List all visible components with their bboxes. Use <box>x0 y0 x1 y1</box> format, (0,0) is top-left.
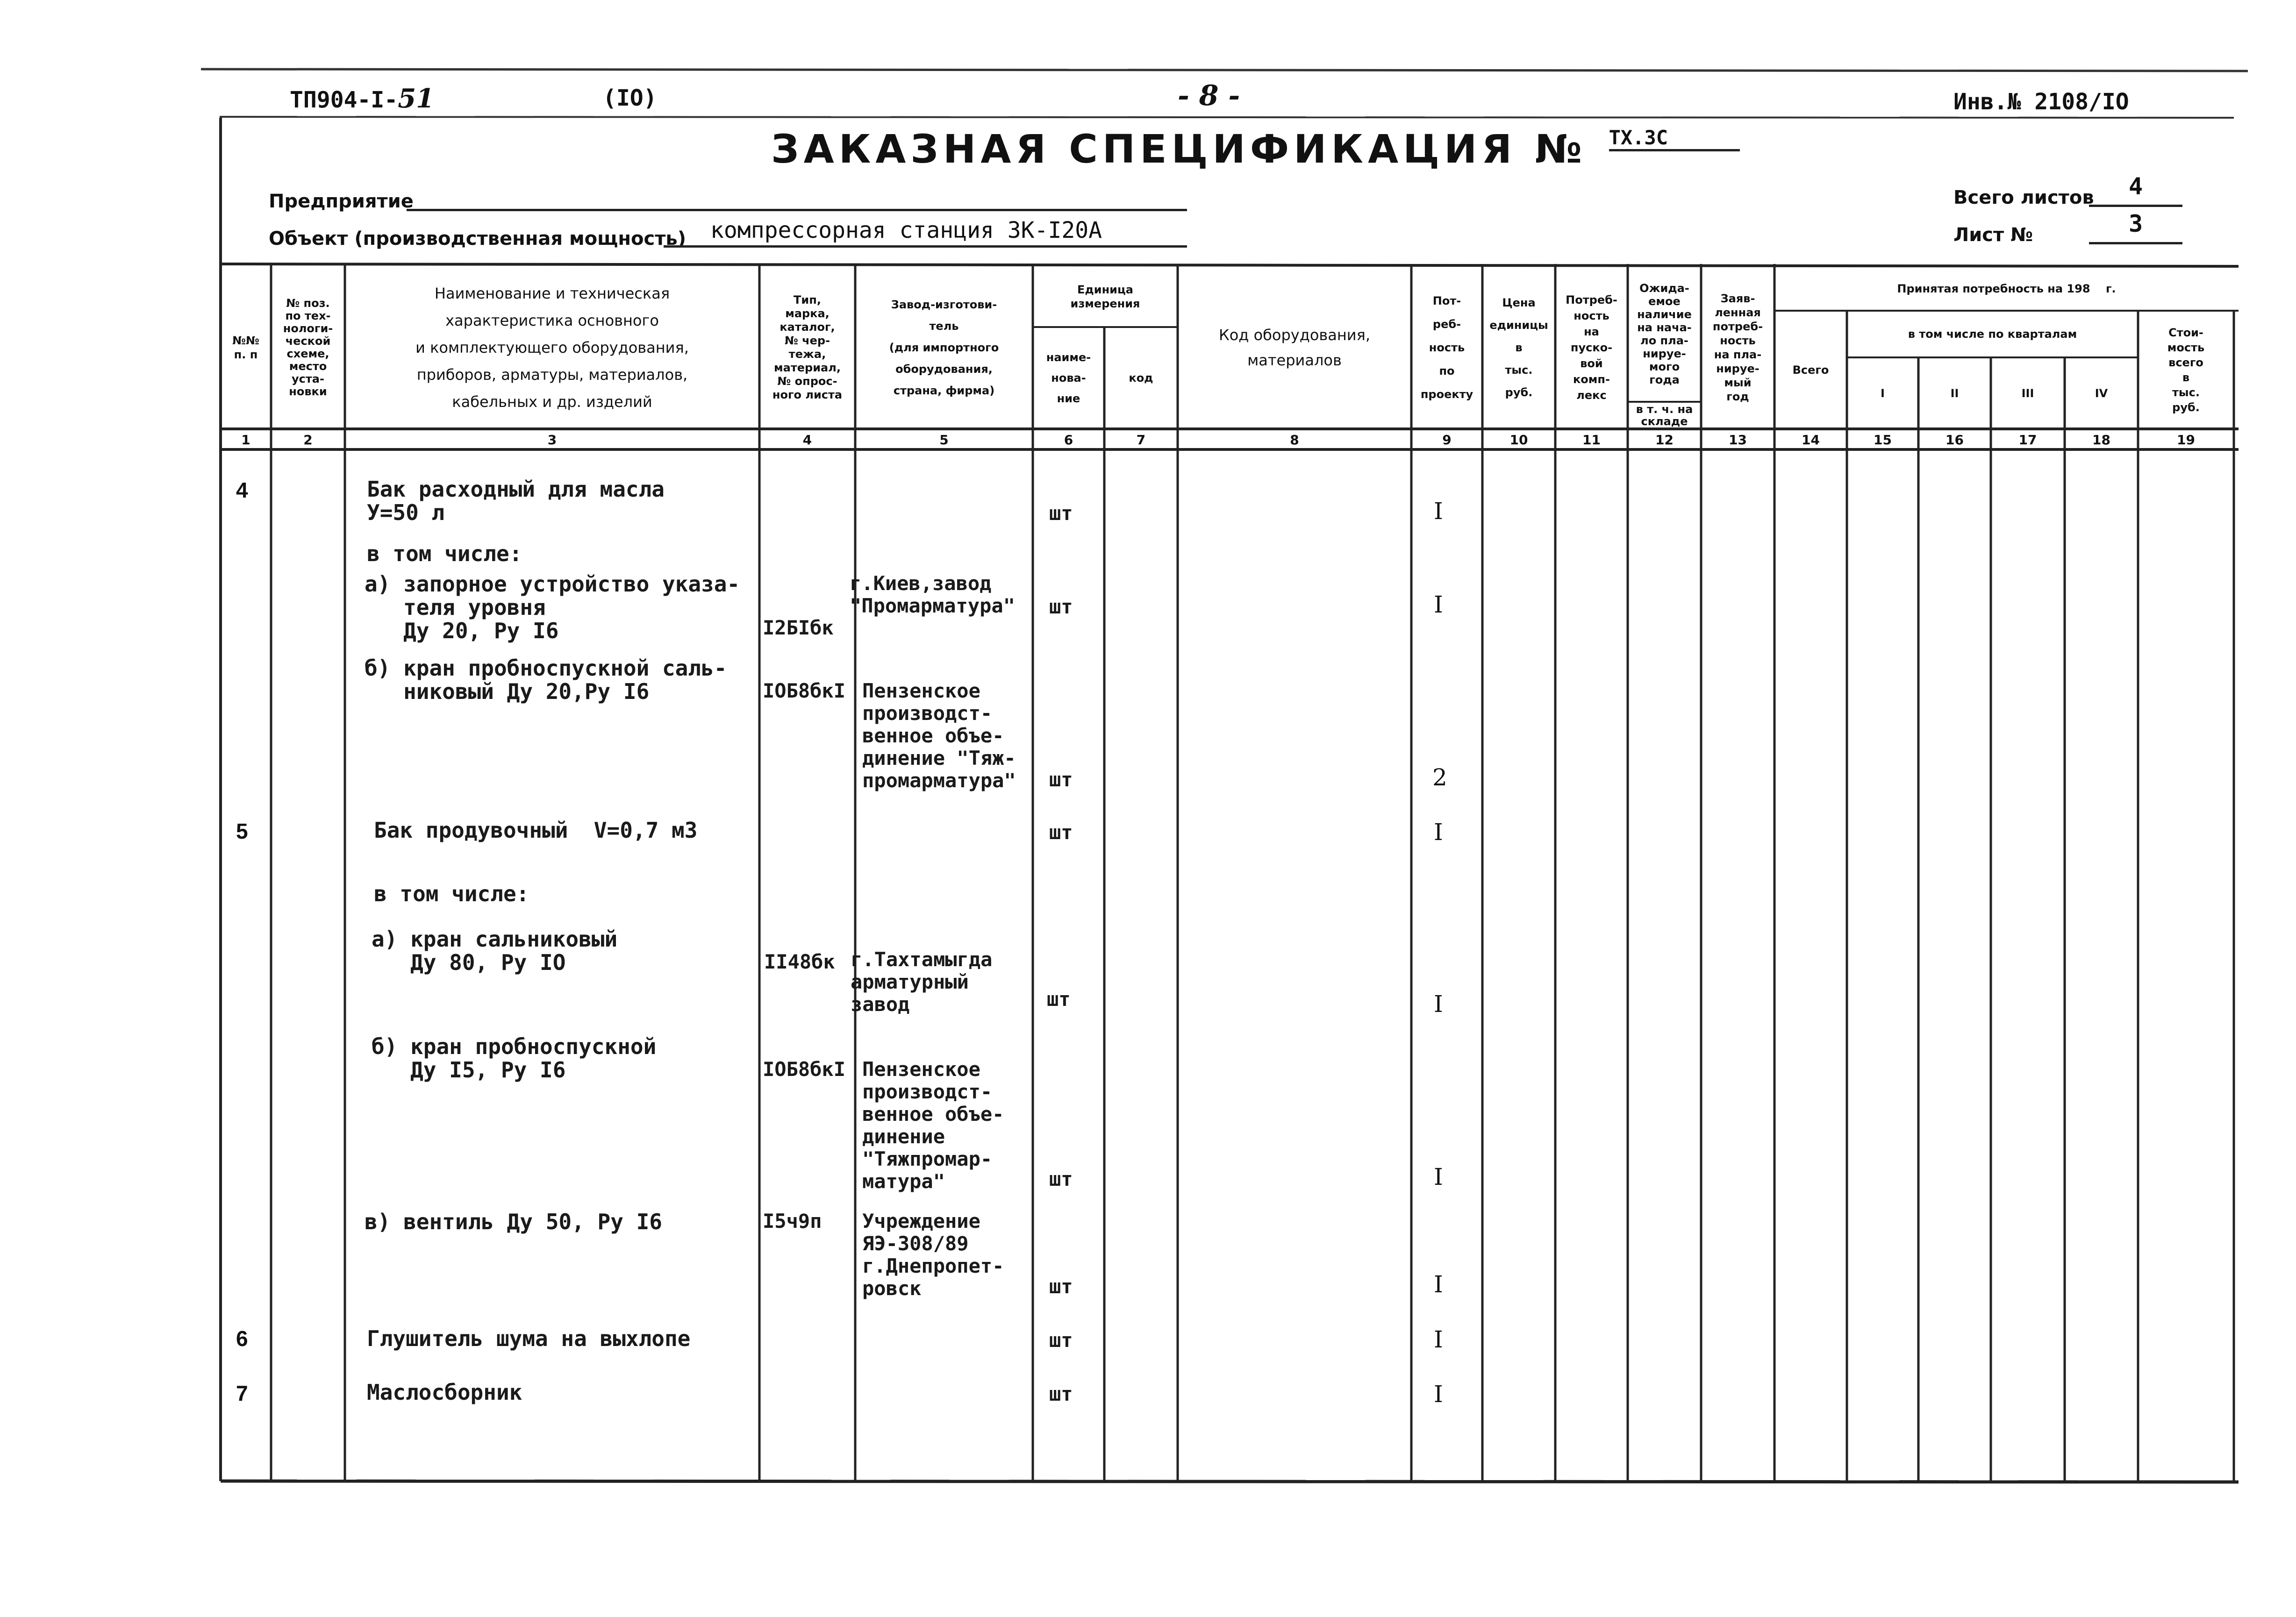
total-sheets-label: Всего листов <box>1953 187 2094 208</box>
col-header-18: IV <box>2095 386 2108 400</box>
row-6-qty: I <box>1434 1326 1443 1353</box>
row-4b-unit: шт <box>1049 768 1073 791</box>
col-number-1: 1 <box>241 432 250 448</box>
col-header-6: наиме- нова- ние <box>1046 351 1091 405</box>
col-number-18: 18 <box>2092 432 2110 448</box>
col-number-11: 11 <box>1582 432 1601 448</box>
row-5b-qty: I <box>1434 1163 1443 1190</box>
col-header-12-sub: в т. ч. на складе <box>1636 403 1693 428</box>
col-number-15: 15 <box>1874 432 1892 448</box>
col-number-4: 4 <box>802 432 812 448</box>
title-text: ЗАКАЗНАЯ СПЕЦИФИКАЦИЯ № <box>771 126 1587 172</box>
col-header-3: Наименование и техническая характеристика основного и комплектующего оборудования, приборов, арматуры, материалов, кабельных и др. изделий <box>415 285 689 411</box>
sheet-label: Лист № <box>1953 224 2033 246</box>
row-5b-maker: Пензенское производст- венное объе- динение "Тяжпромар- матура" <box>862 1058 1004 1193</box>
inventory-number: Инв.№ 2108/IO <box>1953 89 2129 115</box>
row-4-qty: I <box>1434 498 1443 525</box>
col-header-12: Ожида- емое наличие на нача- ло пла- нируе- мого года <box>1637 282 1692 386</box>
row-5a-unit: шт <box>1047 988 1071 1011</box>
row-4a-maker: г.Киев,завод "Промарматура" <box>850 572 1016 617</box>
row-6-name: Глушитель шума на выхлопе <box>367 1326 691 1351</box>
col-header-1: №№ п. п <box>232 334 259 361</box>
col-header-6-group: Единица измерения <box>1070 283 1140 310</box>
row-5c-qty: I <box>1434 1271 1443 1298</box>
page-number: - 8 - <box>1178 79 1240 112</box>
row-4a-type: I2БIбк <box>763 616 834 639</box>
enterprise-field <box>407 208 1187 211</box>
row-5-name: Бак продувочный V=0,7 м3 <box>374 818 698 843</box>
row-4a-unit: шт <box>1049 595 1073 618</box>
col-number-19: 19 <box>2177 432 2195 448</box>
col-number-8: 8 <box>1290 432 1299 448</box>
row-4a-name: а) запорное устройство указа- теля уровня Ду 20, Ру I6 <box>365 571 740 643</box>
object-value: компрессорная станция 3К-I20А <box>710 217 1102 243</box>
enterprise-label: Предприятие <box>269 191 414 212</box>
col-number-10: 10 <box>1509 432 1528 448</box>
row-4b-maker: Пензенское производст- венное объе- динение "Тяж- промарматура" <box>862 679 1016 792</box>
row-4b-type: IOБ8бкI <box>763 679 846 702</box>
row-6-unit: шт <box>1049 1329 1073 1352</box>
col-number-9: 9 <box>1442 432 1452 448</box>
col-header-5: Завод-изготови- тель (для импортного оборудования, страна, фирма) <box>889 298 999 397</box>
row-4-number: 4 <box>236 478 248 502</box>
col-number-17: 17 <box>2018 432 2037 448</box>
row-5a-name: а) кран сальниковый Ду 80, Ру IO <box>372 926 618 975</box>
row-5c-maker: Учреждение ЯЭ-308/89 г.Днепропет- ровск <box>862 1210 1004 1300</box>
row-4-name: Бак расходный для масла У=50 л <box>367 477 665 525</box>
doc-code <box>290 83 434 114</box>
row-7-unit: шт <box>1049 1382 1073 1405</box>
row-5-qty: I <box>1434 819 1443 846</box>
row-5-number: 5 <box>236 819 248 843</box>
row-5c-unit: шт <box>1049 1275 1073 1298</box>
col-header-19: Стои- мость всего в тыс. руб. <box>2167 326 2205 414</box>
row-5-included-label: в том числе: <box>374 881 529 906</box>
row-7-qty: I <box>1434 1381 1443 1408</box>
col-header-7: код <box>1129 371 1153 385</box>
page-title <box>771 126 1740 172</box>
sheet-field <box>2089 210 2182 244</box>
row-5a-maker: г.Тахтамыгда арматурный завод <box>851 948 993 1016</box>
col-header-17: III <box>2021 386 2034 400</box>
col-number-7: 7 <box>1136 432 1146 448</box>
col-header-14-group: Принятая потребность на 198 г. <box>1897 282 2116 295</box>
object-label: Объект (производственная мощность) <box>269 228 686 249</box>
col-number-2: 2 <box>303 432 313 448</box>
col-header-quarters: в том числе по кварталам <box>1908 328 2077 341</box>
row-4b-qty: 2 <box>1432 764 1447 791</box>
col-number-12: 12 <box>1655 432 1674 448</box>
doc-volume: (IO) <box>603 85 657 111</box>
row-5a-type: II48бк <box>764 950 835 973</box>
col-header-15: I <box>1881 386 1885 400</box>
col-header-9: Пот- реб- ность по проекту <box>1420 294 1473 401</box>
row-4-unit: шт <box>1049 502 1073 525</box>
col-number-6: 6 <box>1064 432 1073 448</box>
col-header-13: Заяв- ленная потреб- ность на пла- нируе- мый год <box>1712 292 1763 403</box>
doc-code-suffix: 51 <box>398 83 435 114</box>
row-7-number: 7 <box>236 1381 248 1405</box>
row-5b-type: IOБ8бкI <box>763 1058 846 1081</box>
col-number-13: 13 <box>1729 432 1747 448</box>
row-4-included-label: в том числе: <box>367 541 522 566</box>
sheet-value: 3 <box>2128 210 2143 237</box>
row-6-number: 6 <box>236 1326 248 1351</box>
row-5b-unit: шт <box>1049 1168 1073 1190</box>
col-header-10: Цена единицы в тыс. руб. <box>1489 296 1548 399</box>
row-5-unit: шт <box>1049 821 1073 844</box>
col-header-16: II <box>1950 386 1959 400</box>
total-sheets-value: 4 <box>2128 173 2143 200</box>
col-header-14: Всего <box>1792 363 1829 377</box>
row-4b-name: б) кран пробноспускной саль- никовый Ду 20,Ру I6 <box>365 655 727 704</box>
col-number-3: 3 <box>547 432 557 448</box>
total-sheets-field <box>2089 173 2182 207</box>
row-5a-qty: I <box>1434 990 1443 1018</box>
col-header-11: Потреб- ность на пуско- вой комп- лекс <box>1566 293 1617 402</box>
row-7-name: Маслосборник <box>367 1380 522 1405</box>
row-5c-name: в) вентиль Ду 50, Ру I6 <box>365 1209 662 1234</box>
col-number-16: 16 <box>1946 432 1964 448</box>
spec-number: ТХ.3С <box>1609 126 1740 151</box>
row-5c-type: I5ч9п <box>763 1210 822 1232</box>
col-number-5: 5 <box>939 432 949 448</box>
object-field <box>664 217 1187 248</box>
doc-code-prefix: ТП904-I- <box>290 87 398 113</box>
col-number-14: 14 <box>1802 432 1820 448</box>
row-4a-qty: I <box>1434 591 1443 618</box>
row-5b-name: б) кран пробноспускной Ду I5, Ру I6 <box>372 1034 657 1083</box>
col-header-4: Тип, марка, каталог, № чер- тежа, материал, № опрос- ного листа <box>772 293 843 401</box>
col-header-2: № поз. по тех- нологи- ческой схеме, место уста- новки <box>283 297 333 398</box>
col-header-8: Код оборудования, материалов <box>1218 326 1371 369</box>
